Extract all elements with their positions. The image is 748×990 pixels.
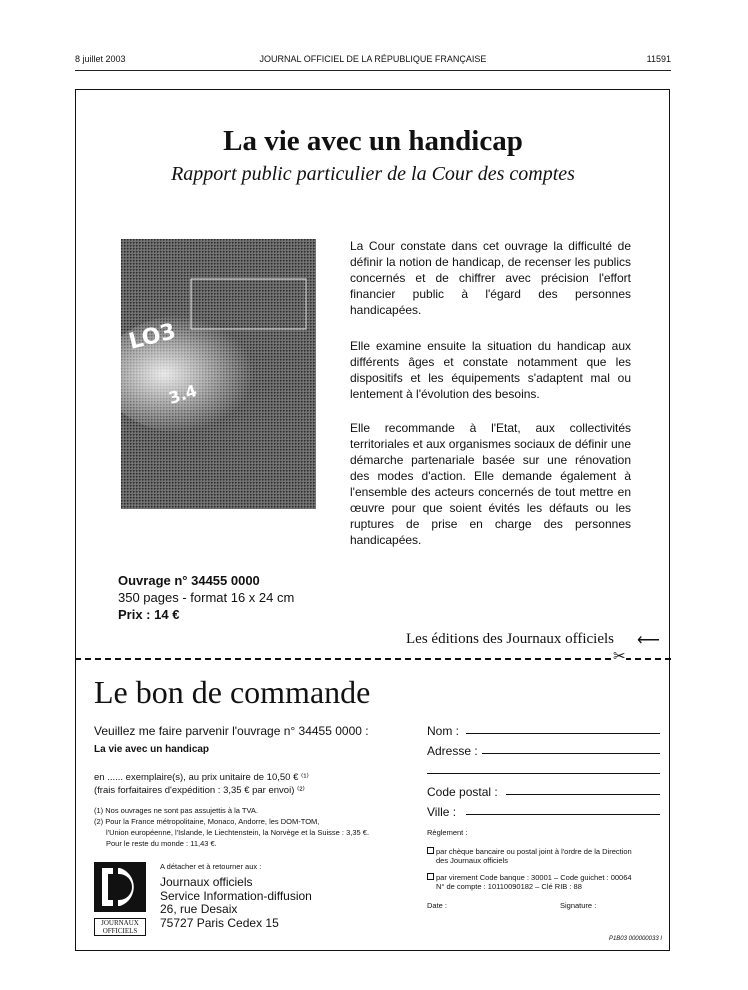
address-line: Journaux officiels <box>160 875 253 889</box>
cheque-text-cont: des Journaux officiels <box>436 856 508 865</box>
cut-line <box>75 658 671 660</box>
ad-paragraph-3: Elle recommande à l'Etat, aux collectivités territoriales et aux organismes sociaux de définir une démarche partenariale basée sur une rénovation des modes d'action. Elle demande également à l'ensemble des acteurs concernés de tout mettre en œuvre pour que soient évités les défauts ou les ruptures de prise en charge des personnes handicapées. <box>350 421 631 547</box>
reglement-label: Règlement : <box>427 828 468 837</box>
footnote-2-cont: l'Union européenne, l'Islande, le Liechtenstein, la Norvège et la Suisse : 3,35 €. <box>106 828 370 837</box>
cheque-text: par chèque bancaire ou postal joint à l'ordre de la Direction <box>436 847 632 856</box>
virement-text: par virement Code banque : 30001 – Code guichet : 00064 <box>436 873 632 882</box>
adresse-field[interactable] <box>482 753 660 754</box>
checkbox-cheque[interactable] <box>427 847 434 854</box>
header-journal-title: JOURNAL OFFICIEL DE LA RÉPUBLIQUE FRANÇAISE <box>259 54 487 64</box>
scissors-icon: ✂ <box>613 648 626 665</box>
ad-title: La vie avec un handicap <box>223 125 523 157</box>
header-date: 8 juillet 2003 <box>75 54 126 64</box>
address-line: Service Information-diffusion <box>160 888 312 903</box>
detach-instruction: A détacher et à retourner aux : <box>160 862 262 871</box>
field-label-code-postal: Code postal : <box>427 785 498 799</box>
payment-option-virement[interactable] <box>427 873 632 882</box>
date-label: Date : <box>427 901 448 910</box>
logo-text: OFFICIELS <box>102 927 138 935</box>
header-page-number: 11591 <box>646 54 671 64</box>
field-label-nom: Nom : <box>427 724 460 738</box>
nom-field[interactable] <box>466 733 660 734</box>
ad-subtitle: Rapport public particulier de la Cour des comptes <box>171 163 575 185</box>
book-price: Prix : 14 € <box>118 607 180 622</box>
order-request: Veuillez me faire parvenir l'ouvrage n° 34455 0000 : <box>94 724 369 738</box>
address-line: 26, rue Desaix <box>160 902 238 916</box>
book-cover-image <box>121 239 316 509</box>
ad-paragraph-2: Elle examine ensuite la situation du handicap aux différents âges et constate notamment que les dispositifs et les équipements s'adaptent mal ou lentement à l'évolution des besoins. <box>350 339 631 401</box>
publisher-name: Les éditions des Journaux officiels <box>406 631 615 647</box>
payment-option-cheque[interactable] <box>427 847 632 856</box>
book-format: 350 pages - format 16 x 24 cm <box>118 590 295 605</box>
checkbox-virement[interactable] <box>427 873 434 880</box>
address-line: 75727 Paris Cedex 15 <box>160 915 279 930</box>
quantity-line: en ...... exemplaire(s), au prix unitaire de 10,50 € ⁽¹⁾ <box>94 772 309 783</box>
footnote-1: (1) Nos ouvrages ne sont pas assujettis à la TVA. <box>94 806 258 815</box>
svg-text:LO3: LO3 <box>126 319 179 355</box>
svg-text:3.4: 3.4 <box>166 380 200 408</box>
ad-paragraph-1: La Cour constate dans cet ouvrage la difficulté de définir la notion de handicap, de recenser les publics concernés et de chiffrer avec précision l'effort financier public à l'égard des personnes handicapées. <box>350 239 631 317</box>
header-rule <box>75 70 671 71</box>
footnote-2-world: Pour le reste du monde : 11,43 €. <box>106 839 217 848</box>
footnote-2: (2) Pour la France métropolitaine, Monaco, Andorre, les DOM-TOM, <box>94 817 320 826</box>
virement-text-cont: N° de compte : 10110090182 – Clé RIB : 88 <box>436 882 582 891</box>
reference-code: P1B03 000000033 I <box>608 936 662 942</box>
field-label-ville: Ville : <box>427 805 457 819</box>
shipping-line: (frais forfaitaires d'expédition : 3,35 € par envoi) ⁽²⁾ <box>94 785 305 796</box>
ouvrage-number: Ouvrage n° 34455 0000 <box>118 573 260 588</box>
code-postal-field[interactable] <box>506 794 660 795</box>
logo-text: JOURNAUX <box>101 919 139 927</box>
order-book-title: La vie avec un handicap <box>94 744 210 755</box>
ville-field[interactable] <box>466 814 660 815</box>
signature-label: Signature : <box>560 901 597 910</box>
field-label-adresse: Adresse : <box>427 744 478 758</box>
arrow-left-icon: ⟵ <box>637 632 660 649</box>
adresse-field-line-2[interactable] <box>427 773 660 774</box>
journaux-officiels-logo <box>94 862 146 935</box>
order-form-heading: Le bon de commande <box>94 674 371 710</box>
return-address <box>160 876 312 930</box>
